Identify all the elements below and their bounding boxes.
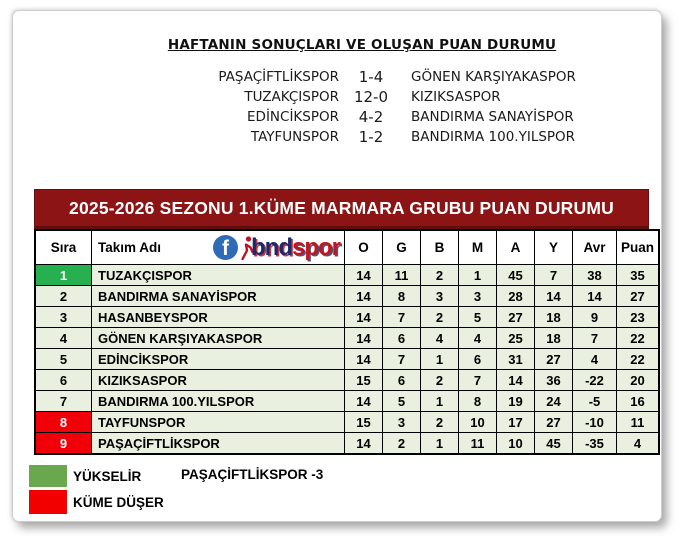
- standings-card: [12, 10, 662, 522]
- stat-cell-puan: 16: [617, 391, 660, 412]
- stat-cell-y: 18: [535, 328, 573, 349]
- match-row: [133, 127, 576, 147]
- stat-cell-puan: 22: [617, 349, 660, 370]
- table-row: [35, 370, 659, 391]
- match-away-team: KIZIKSASPOR: [411, 89, 501, 105]
- stat-cell-m: 7: [459, 370, 497, 391]
- stat-cell-g: 8: [383, 286, 421, 307]
- stat-cell-b: 4: [421, 328, 459, 349]
- legend-relegate-label: KÜME DÜŞER: [73, 494, 164, 510]
- rank-cell: 5: [35, 349, 92, 370]
- stat-cell-o: 15: [345, 412, 383, 433]
- stat-cell-avr: 14: [573, 286, 617, 307]
- season-banner: 2025-2026 SEZONU 1.KÜME MARMARA GRUBU PUAN DURUMU: [34, 189, 649, 229]
- stat-cell-o: 14: [345, 286, 383, 307]
- match-score: 12-0: [353, 88, 389, 106]
- stat-cell-g: 3: [383, 412, 421, 433]
- stat-cell-puan: 4: [617, 433, 660, 455]
- stat-cell-y: 7: [535, 265, 573, 286]
- column-header-stat: B: [421, 230, 459, 265]
- stat-cell-avr: -22: [573, 370, 617, 391]
- stat-cell-puan: 22: [617, 328, 660, 349]
- legend-relegate-row: [29, 489, 164, 515]
- results-list: [133, 67, 576, 147]
- legend-promote-row: [29, 463, 324, 489]
- stat-cell-y: 18: [535, 307, 573, 328]
- bndspor-logo: [213, 234, 340, 262]
- stat-cell-y: 27: [535, 349, 573, 370]
- stat-cell-avr: 38: [573, 265, 617, 286]
- stat-cell-g: 6: [383, 370, 421, 391]
- stat-cell-g: 11: [383, 265, 421, 286]
- match-score: 4-2: [358, 108, 384, 126]
- stat-cell-m: 4: [459, 328, 497, 349]
- stat-cell-avr: -10: [573, 412, 617, 433]
- team-cell: TAYFUNSPOR: [92, 412, 345, 433]
- team-cell: BANDIRMA SANAYİSPOR: [92, 286, 345, 307]
- stat-cell-y: 14: [535, 286, 573, 307]
- stat-cell-y: 27: [535, 412, 573, 433]
- team-cell: TUZAKÇISPOR: [92, 265, 345, 286]
- stat-cell-g: 6: [383, 328, 421, 349]
- rank-cell: 1: [35, 265, 92, 286]
- table-row: [35, 391, 659, 412]
- stat-cell-o: 15: [345, 370, 383, 391]
- results-title: HAFTANIN SONUÇLARI VE OLUŞAN PUAN DURUMU: [167, 37, 557, 53]
- column-header-team-label: Takım Adı: [98, 240, 162, 255]
- stat-cell-b: 2: [421, 265, 459, 286]
- stat-cell-m: 5: [459, 307, 497, 328]
- stat-cell-o: 14: [345, 433, 383, 455]
- stat-cell-avr: -5: [573, 391, 617, 412]
- stat-cell-y: 45: [535, 433, 573, 455]
- table-row: [35, 307, 659, 328]
- promote-swatch: [29, 465, 67, 487]
- stat-cell-b: 2: [421, 412, 459, 433]
- stat-cell-a: 31: [497, 349, 535, 370]
- column-header-stat: O: [345, 230, 383, 265]
- stat-cell-m: 11: [459, 433, 497, 455]
- stat-cell-b: 2: [421, 307, 459, 328]
- rank-cell: 6: [35, 370, 92, 391]
- logo-text-bnd: bnd: [251, 233, 292, 261]
- stat-cell-a: 45: [497, 265, 535, 286]
- team-cell: PAŞAÇİFTLİKSPOR: [92, 433, 345, 455]
- table-row: [35, 265, 659, 286]
- stat-cell-a: 27: [497, 307, 535, 328]
- column-header-stat: G: [383, 230, 421, 265]
- stat-cell-o: 14: [345, 328, 383, 349]
- stat-cell-avr: 7: [573, 328, 617, 349]
- table-row: [35, 328, 659, 349]
- standings-table: [34, 229, 660, 455]
- rank-cell: 4: [35, 328, 92, 349]
- legend-promote-label: YÜKSELİR: [73, 468, 142, 484]
- column-header-rank: Sıra: [35, 230, 92, 265]
- stat-cell-y: 24: [535, 391, 573, 412]
- facebook-icon: f: [213, 235, 238, 260]
- stat-cell-b: 1: [421, 349, 459, 370]
- stat-cell-puan: 23: [617, 307, 660, 328]
- match-row: [133, 107, 576, 127]
- stat-cell-a: 19: [497, 391, 535, 412]
- stat-cell-avr: 4: [573, 349, 617, 370]
- stat-cell-m: 10: [459, 412, 497, 433]
- stat-cell-g: 5: [383, 391, 421, 412]
- stat-cell-o: 14: [345, 391, 383, 412]
- stat-cell-puan: 11: [617, 412, 660, 433]
- team-cell: EDİNCİKSPOR: [92, 349, 345, 370]
- stat-cell-m: 1: [459, 265, 497, 286]
- penalty-note: PAŞAÇİFTLİKSPOR -3: [181, 467, 324, 482]
- stat-cell-m: 6: [459, 349, 497, 370]
- stat-cell-a: 25: [497, 328, 535, 349]
- stat-cell-b: 2: [421, 370, 459, 391]
- stat-cell-puan: 35: [617, 265, 660, 286]
- stat-cell-b: 1: [421, 391, 459, 412]
- logo-text-spor: spor: [291, 233, 340, 261]
- team-cell: GÖNEN KARŞIYAKASPOR: [92, 328, 345, 349]
- table-row: [35, 433, 659, 455]
- rank-cell: 2: [35, 286, 92, 307]
- team-cell: KIZIKSASPOR: [92, 370, 345, 391]
- stat-cell-a: 14: [497, 370, 535, 391]
- match-away-team: BANDIRMA SANAYİSPOR: [411, 109, 574, 125]
- table-row: [35, 286, 659, 307]
- stat-cell-a: 17: [497, 412, 535, 433]
- stat-cell-g: 7: [383, 307, 421, 328]
- stat-cell-avr: -35: [573, 433, 617, 455]
- stat-cell-b: 1: [421, 433, 459, 455]
- stat-cell-g: 2: [383, 433, 421, 455]
- rank-cell: 8: [35, 412, 92, 433]
- stat-cell-o: 14: [345, 307, 383, 328]
- stat-cell-puan: 20: [617, 370, 660, 391]
- match-score: 1-4: [358, 68, 384, 86]
- rank-cell: 3: [35, 307, 92, 328]
- standings-header-row: [35, 230, 659, 265]
- match-home-team: TUZAKÇISPOR: [244, 89, 339, 105]
- legend: [29, 463, 324, 515]
- column-header-stat: M: [459, 230, 497, 265]
- table-row: [35, 349, 659, 370]
- match-row: [133, 67, 576, 87]
- stat-cell-m: 3: [459, 286, 497, 307]
- stat-cell-m: 8: [459, 391, 497, 412]
- stat-cell-y: 36: [535, 370, 573, 391]
- rank-cell: 9: [35, 433, 92, 455]
- rank-cell: 7: [35, 391, 92, 412]
- match-home-team: PAŞAÇİFTLİKSPOR: [218, 69, 339, 85]
- match-row: [133, 87, 576, 107]
- stat-cell-avr: 9: [573, 307, 617, 328]
- standings-body: [35, 265, 659, 455]
- column-header-team: [92, 230, 345, 265]
- column-header-stat: Puan: [617, 230, 660, 265]
- match-away-team: GÖNEN KARŞIYAKASPOR: [411, 69, 576, 85]
- match-home-team: TAYFUNSPOR: [250, 129, 339, 145]
- team-cell: HASANBEYSPOR: [92, 307, 345, 328]
- stat-cell-b: 3: [421, 286, 459, 307]
- stat-cell-o: 14: [345, 265, 383, 286]
- column-header-stat: A: [497, 230, 535, 265]
- match-home-team: EDİNCİKSPOR: [247, 109, 339, 125]
- column-header-stat: Avr: [573, 230, 617, 265]
- match-score: 1-2: [358, 128, 384, 146]
- stat-cell-a: 28: [497, 286, 535, 307]
- stat-cell-puan: 27: [617, 286, 660, 307]
- stat-cell-a: 10: [497, 433, 535, 455]
- match-away-team: BANDIRMA 100.YILSPOR: [411, 129, 576, 145]
- stat-cell-g: 7: [383, 349, 421, 370]
- stat-cell-o: 14: [345, 349, 383, 370]
- table-row: [35, 412, 659, 433]
- team-cell: BANDIRMA 100.YILSPOR: [92, 391, 345, 412]
- relegate-swatch: [29, 490, 67, 514]
- column-header-stat: Y: [535, 230, 573, 265]
